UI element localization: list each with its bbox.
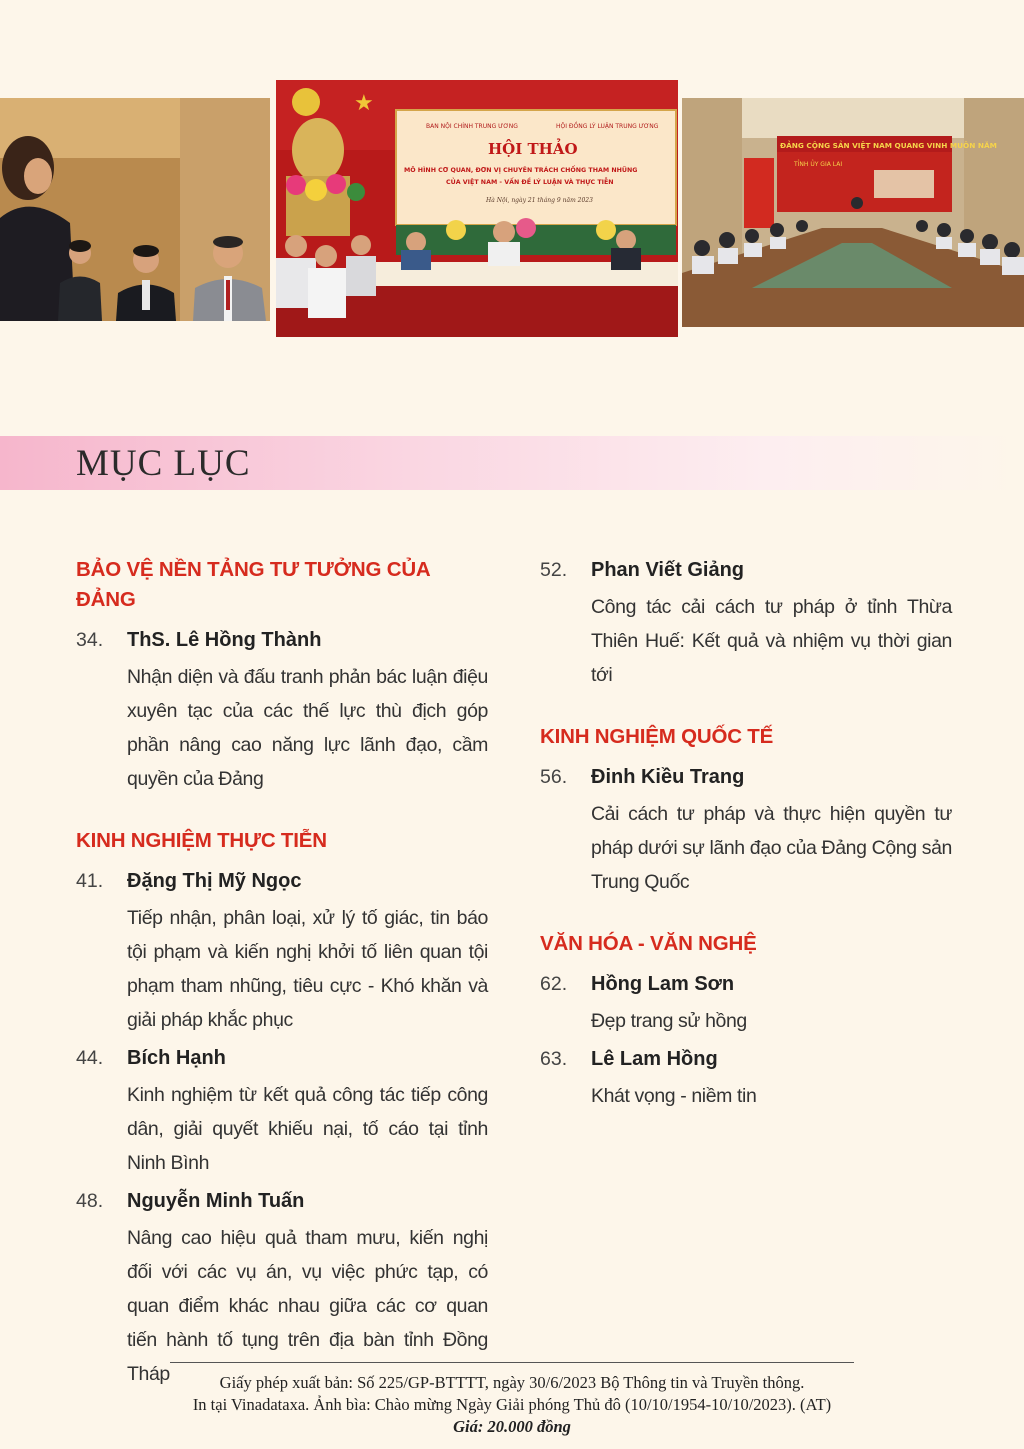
toc-section: [540, 555, 952, 692]
toc-entry[interactable]: [540, 762, 952, 899]
entry-title: Tiếp nhận, phân loại, xử lý tố giác, tin báo tội phạm và kiến nghị khởi tố liên quan tội phạm tham nhũng, tiêu cực - Khó khăn và giải pháp khắc phục: [127, 907, 488, 1031]
toc-section: [540, 929, 952, 1113]
toc-title: MỤC LỤC: [76, 443, 251, 484]
entry-author: Đặng Thị Mỹ Ngọc: [127, 870, 302, 892]
section-heading: BẢO VỆ NỀN TẢNG TƯ TƯỞNG CỦA ĐẢNG: [76, 558, 430, 611]
entry-page-number: 44.: [76, 1047, 104, 1069]
entry-page-number: 34.: [76, 629, 104, 651]
printing-text: In tại Vinadataxa. Ảnh bìa: Chào mừng Ngày Giải phóng Thủ đô (10/10/1954-10/10/2023). (AT): [192, 1395, 832, 1414]
footer-divider: [170, 1362, 854, 1363]
toc-entry[interactable]: [540, 1044, 952, 1113]
entry-title: Khát vọng - niềm tin: [591, 1085, 757, 1107]
entry-author: ThS. Lê Hồng Thành: [127, 629, 322, 651]
entry-author: Hồng Lam Sơn: [591, 973, 735, 995]
entry-author: Phan Viết Giảng: [591, 559, 744, 581]
toc-entry[interactable]: [76, 866, 488, 1037]
photo-meeting-hall: [682, 98, 1024, 327]
banner-org-left: BAN NỘI CHÍNH TRUNG ƯƠNG: [426, 123, 518, 130]
entry-title: Cải cách tư pháp và thực hiện quyền tư pháp dưới sự lãnh đạo của Đảng Cộng sản Trung Quốc: [591, 803, 952, 893]
banner-date: Hà Nội, ngày 21 tháng 9 năm 2023: [486, 197, 593, 204]
entry-page-number: 56.: [540, 766, 568, 788]
toc-entry[interactable]: [76, 625, 488, 796]
entry-title: Công tác cải cách tư pháp ở tỉnh Thừa Thiên Huế: Kết quả và nhiệm vụ thời gian tới: [591, 596, 952, 686]
photo-conference-stage: [276, 80, 678, 337]
toc-entry[interactable]: [540, 555, 952, 692]
banner-org-right: HỘI ĐỒNG LÝ LUẬN TRUNG ƯƠNG: [556, 123, 659, 130]
toc-section: [76, 826, 488, 1391]
toc-entry[interactable]: [76, 1186, 488, 1391]
toc-right-column: [540, 555, 952, 1143]
entry-author: Nguyễn Minh Tuấn: [127, 1190, 305, 1212]
entry-page-number: 48.: [76, 1190, 104, 1212]
section-heading: KINH NGHIỆM THỰC TIỄN: [76, 829, 327, 852]
toc-section: [76, 555, 488, 796]
entry-page-number: 62.: [540, 973, 568, 995]
svg-text:★: ★: [354, 91, 374, 116]
hall-banner-slogan: ĐẢNG CỘNG SẢN VIỆT NAM QUANG VINH MUÔN NĂM: [780, 141, 997, 150]
toc-left-column: [76, 555, 488, 1421]
publication-footer: [100, 1372, 924, 1438]
entry-author: Lê Lam Hồng: [591, 1048, 718, 1070]
license-text: Giấy phép xuất bản: Số 225/GP-BTTTT, ngày 30/6/2023 Bộ Thông tin và Truyền thông.: [219, 1373, 805, 1392]
entry-page-number: 41.: [76, 870, 104, 892]
entry-page-number: 52.: [540, 559, 568, 581]
banner-topic-line2: CỦA VIỆT NAM - VẤN ĐỀ LÝ LUẬN VÀ THỰC TIỄN: [446, 179, 614, 186]
entry-title: Kinh nghiệm từ kết quả công tác tiếp công dân, giải quyết khiếu nại, tố cáo tại tỉnh Ninh Bình: [127, 1084, 488, 1174]
price-text: Giá: 20.000 đồng: [453, 1417, 571, 1436]
hall-banner-org: TỈNH ỦY GIA LAI: [794, 161, 843, 168]
toc-entry[interactable]: [540, 969, 952, 1038]
entry-author: Đinh Kiều Trang: [591, 766, 745, 788]
section-heading: VĂN HÓA - VĂN NGHỆ: [540, 932, 757, 955]
toc-entry[interactable]: [76, 1043, 488, 1180]
entry-title: Đẹp trang sử hồng: [591, 1010, 747, 1032]
entry-title: Nâng cao hiệu quả tham mưu, kiến nghị đối với các vụ án, vụ việc phức tạp, có quan điểm khác nhau giữa các cơ quan tiến hành tố tụng trên địa bàn tỉnh Đồng Tháp: [127, 1227, 488, 1385]
section-heading: KINH NGHIỆM QUỐC TẾ: [540, 725, 774, 748]
toc-section: [540, 722, 952, 899]
entry-title: Nhận diện và đấu tranh phản bác luận điệu xuyên tạc của các thế lực thù địch góp phần nâng cao năng lực lãnh đạo, cầm quyền của Đảng: [127, 666, 488, 790]
entry-page-number: 63.: [540, 1048, 568, 1070]
entry-author: Bích Hạnh: [127, 1047, 226, 1069]
photo-delegates-talking: [0, 98, 270, 321]
banner-topic-line1: MÔ HÌNH CƠ QUAN, ĐƠN VỊ CHUYÊN TRÁCH CHỐNG THAM NHŨNG: [404, 167, 638, 174]
banner-event: HỘI THẢO: [488, 140, 578, 158]
